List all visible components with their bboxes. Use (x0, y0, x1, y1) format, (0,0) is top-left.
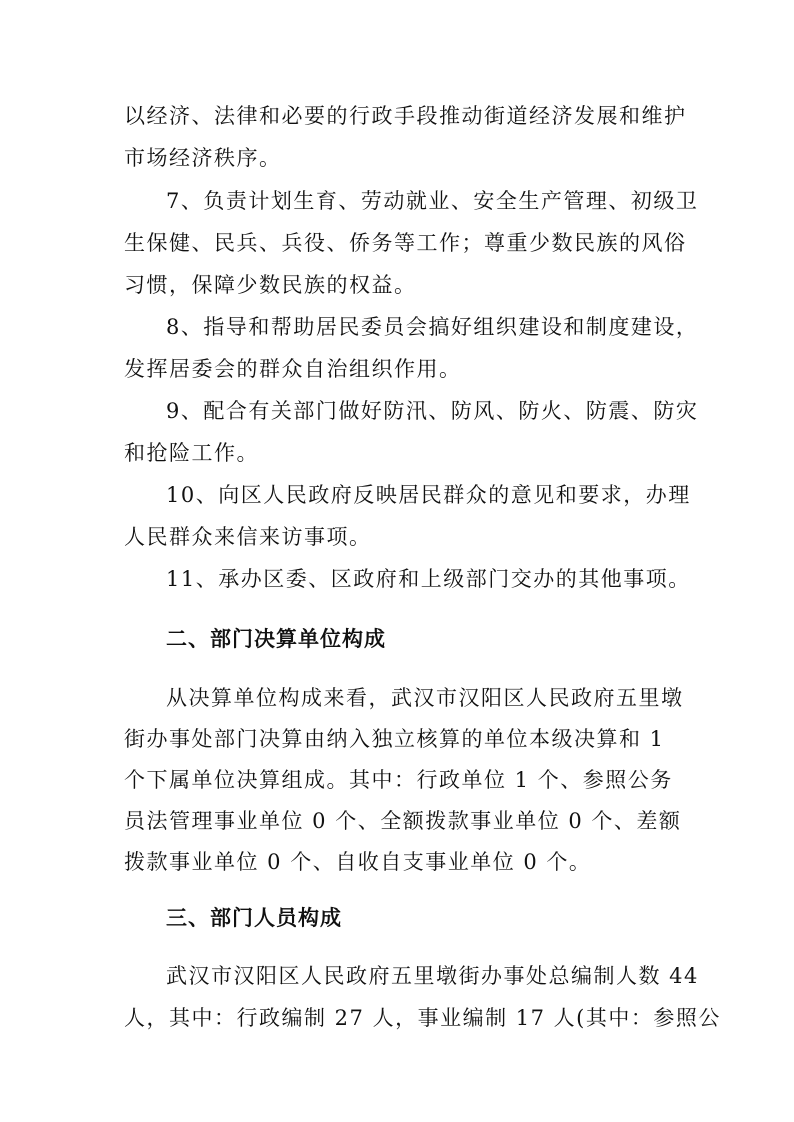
unit-composition-line-1: 从决算单位构成来看，武汉市汉阳区人民政府五里墩 (166, 686, 684, 710)
unit-composition-line-2: 街办事处部门决算由纳入独立核算的单位本级决算和 1 (124, 727, 665, 751)
unit-composition-line-4: 员法管理事业单位 0 个、全额拨款事业单位 0 个、差额 (124, 809, 682, 833)
item-11-line-1: 11、承办区委、区政府和上级部门交办的其他事项。 (166, 567, 691, 591)
staff-composition-line-1: 武汉市汉阳区人民政府五里墩街办事处总编制人数 44 (166, 964, 699, 988)
item-10-line-1: 10、向区人民政府反映居民群众的意见和要求，办理 (166, 483, 691, 507)
item-9-line-2: 和抢险工作。 (124, 441, 259, 465)
item-10-line-2: 人民群众来信来访事项。 (124, 525, 372, 549)
unit-composition-line-5: 拨款事业单位 0 个、自收自支事业单位 0 个。 (124, 850, 592, 874)
item-8-line-2: 发挥居委会的群众自治组织作用。 (124, 357, 462, 381)
intro-line-1: 以经济、法律和必要的行政手段推动街道经济发展和维护 (124, 104, 687, 128)
section-heading-unit-composition: 二、部门决算单位构成 (166, 627, 386, 651)
staff-composition-line-2: 人，其中：行政编制 27 人，事业编制 17 人(其中：参照公 (124, 1006, 721, 1030)
item-9-line-1: 9、配合有关部门做好防汛、防风、防火、防震、防灾 (166, 399, 699, 423)
item-7-line-2: 生保健、民兵、兵役、侨务等工作；尊重少数民族的风俗 (124, 231, 687, 255)
section-heading-staff-composition: 三、部门人员构成 (166, 906, 342, 930)
item-7-line-3: 习惯，保障少数民族的权益。 (124, 273, 417, 297)
item-7-line-1: 7、负责计划生育、劳动就业、安全生产管理、初级卫 (166, 189, 699, 213)
intro-line-2: 市场经济秩序。 (124, 146, 282, 170)
unit-composition-line-3: 个下属单位决算组成。其中：行政单位 1 个、参照公务 (124, 768, 673, 792)
item-8-line-1: 8、指导和帮助居民委员会搞好组织建设和制度建设， (166, 315, 699, 339)
